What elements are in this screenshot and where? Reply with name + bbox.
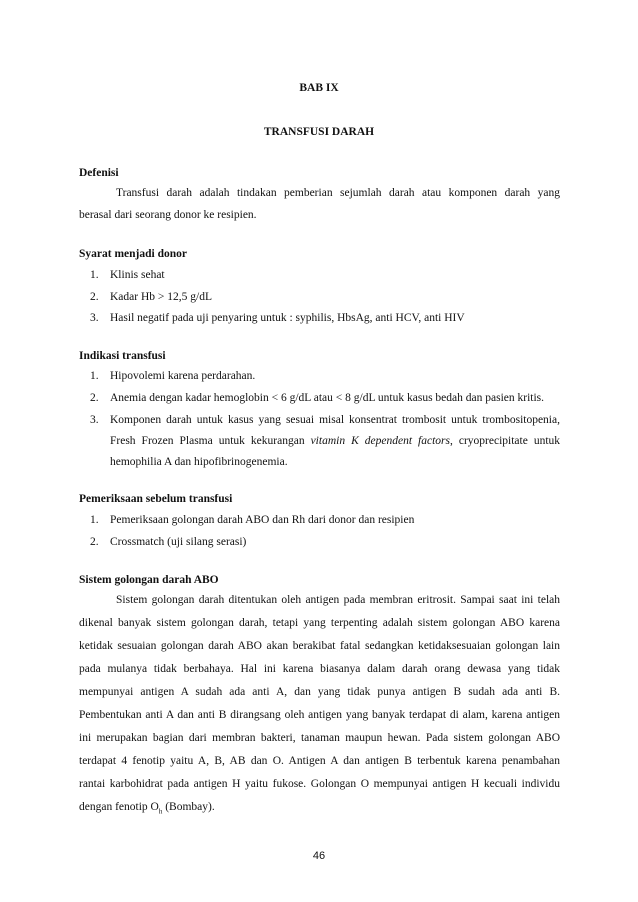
plain-text: (Bombay). — [162, 801, 215, 813]
list-item: Komponen darah untuk kasus yang sesuai misal konsentrat trombosit untuk trombositopenia, — [110, 414, 560, 426]
list-item: Klinis sehat — [110, 269, 165, 281]
list-item: Hasil negatif pada uji penyaring untuk : syphilis, HbsAg, anti HCV, anti HIV — [110, 312, 465, 324]
paragraph-line: dikenal banyak sistem golongan darah, tetapi yang terpenting adalah sistem golongan ABO karena — [79, 617, 560, 629]
list-number: 3. — [90, 312, 99, 324]
paragraph-line: ini merupakan bagian dari membran bakteri, tanaman maupun hewan. Pada sistem golongan ABO — [79, 732, 560, 744]
list-number: 1. — [90, 514, 99, 526]
list-number: 2. — [90, 392, 99, 404]
paragraph-line — [79, 800, 215, 818]
list-item-continuation: hemophilia A dan hipofibrinogenemia. — [110, 456, 288, 468]
page-title: TRANSFUSI DARAH — [263, 126, 375, 138]
list-item: Anemia dengan kadar hemoglobin < 6 g/dL atau < 8 g/dL untuk kasus bedah dan pasien kritis. — [110, 392, 545, 404]
list-item: Kadar Hb > 12,5 g/dL — [110, 291, 212, 303]
paragraph-line: pada mulanya tidak berbahaya. Hal ini karena biasanya dalam darah orang dewasa yang tidak — [79, 663, 560, 675]
list-number: 2. — [90, 536, 99, 548]
list-number: 3. — [90, 414, 99, 426]
list-number: 2. — [90, 291, 99, 303]
subscript: h — [158, 807, 163, 816]
page-number: 46 — [312, 850, 326, 862]
defenisi-paragraph-line: Transfusi darah adalah tindakan pemberian sejumlah darah atau komponen darah yang — [116, 187, 560, 199]
paragraph-line: rantai karbohidrat pada antigen H yaitu fukose. Golongan O mempunyai antigen H kecuali individu — [79, 778, 560, 790]
list-item: Crossmatch (uji silang serasi) — [110, 536, 247, 548]
list-item: Pemeriksaan golongan darah ABO dan Rh dari donor dan resipien — [110, 514, 415, 526]
paragraph-line: mempunyai antigen A sudah ada anti A, dan yang tidak punya antigen B sudah ada anti B. — [79, 686, 560, 698]
list-number: 1. — [90, 370, 99, 382]
section-heading-pemeriksaan: Pemeriksaan sebelum transfusi — [79, 493, 233, 505]
section-heading-sistem-abo: Sistem golongan darah ABO — [79, 574, 219, 586]
defenisi-paragraph-line: berasal dari seorang donor ke resipien. — [79, 209, 257, 221]
chapter-label: BAB IX — [299, 82, 339, 94]
list-item: Hipovolemi karena perdarahan. — [110, 370, 256, 382]
paragraph-line: Sistem golongan darah ditentukan oleh antigen pada membran eritrosit. Sampai saat ini telah — [116, 594, 560, 606]
paragraph-line: terdapat 4 fenotip yaitu A, B, AB dan O. Antigen A dan antigen B terbentuk karena penambahan — [79, 755, 560, 767]
section-heading-indikasi: Indikasi transfusi — [79, 350, 166, 362]
list-number: 1. — [90, 269, 99, 281]
plain-text: , cryoprecipitate untuk — [449, 435, 561, 447]
plain-text: dengan fenotip O — [79, 801, 159, 813]
section-heading-defenisi: Defenisi — [79, 167, 119, 179]
paragraph-line: Pembentukan anti A dan anti B dirangsang oleh antigen yang banyak terdapat di alam, karena antigen — [79, 709, 560, 721]
section-heading-syarat: Syarat menjadi donor — [79, 248, 187, 260]
italic-term: vitamin K dependent factors — [310, 435, 450, 447]
plain-text: Fresh Frozen Plasma untuk kekurangan — [110, 435, 311, 447]
list-item-continuation — [110, 434, 560, 448]
paragraph-line: ketidak sesuaian golongan darah ABO akan berakibat fatal sedangkan ketidaksesuaian golongan lain — [79, 640, 560, 652]
